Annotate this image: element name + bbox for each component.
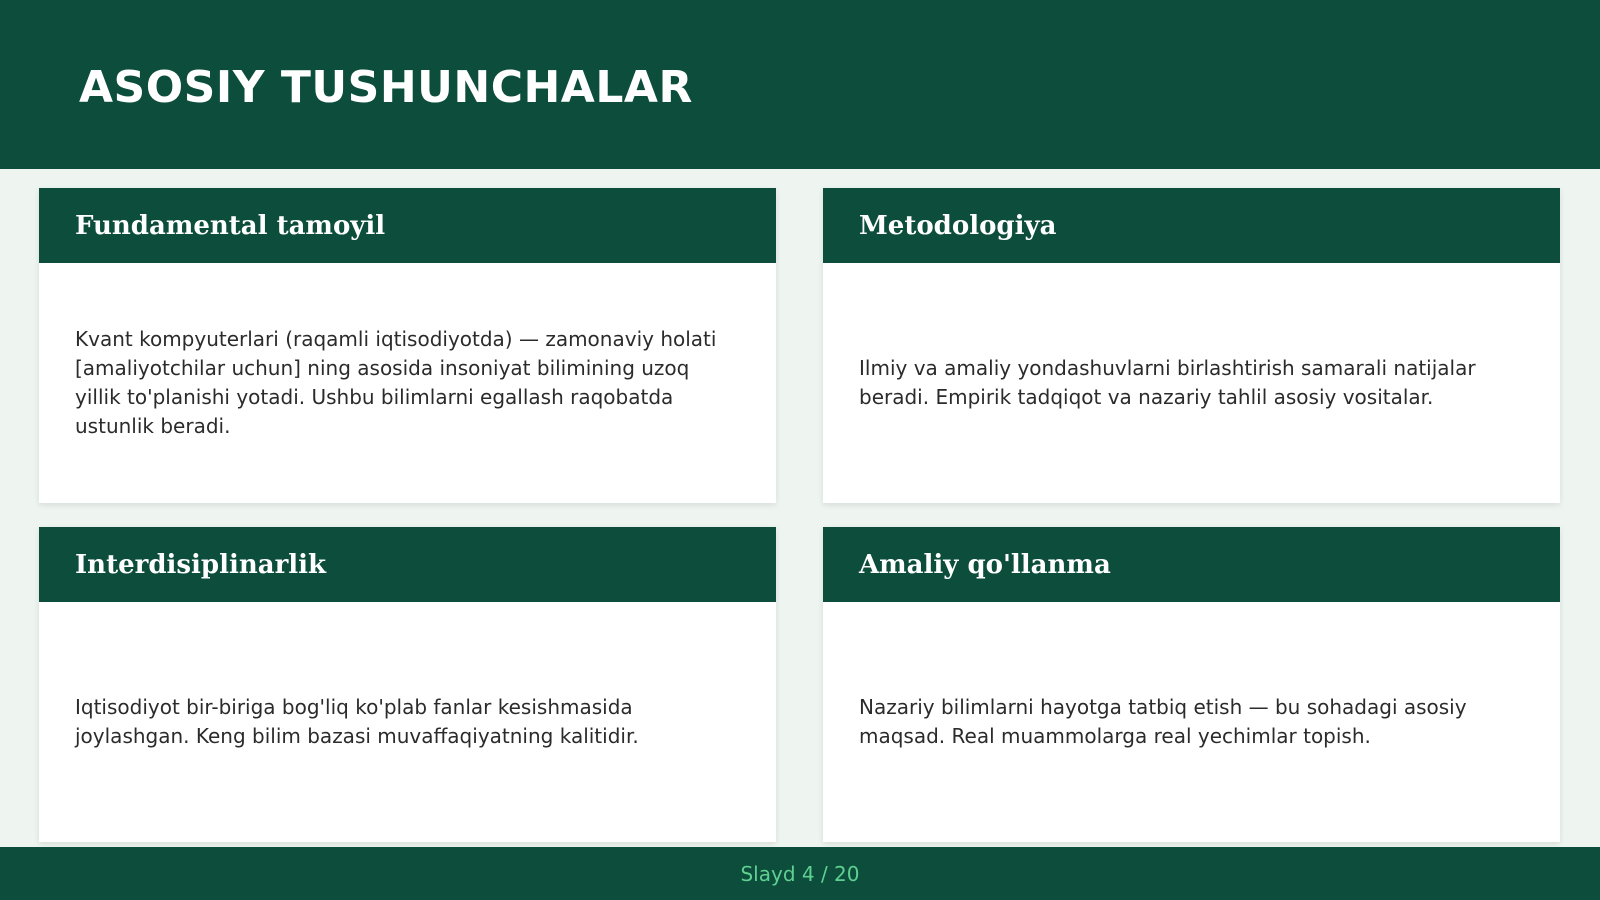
card-body [39,263,776,503]
slide-header [0,0,1600,169]
card-interdisciplinary [39,527,776,842]
card-title: Amaliy qo'llanma [859,549,1111,580]
card-title: Metodologiya [859,210,1057,241]
concept-cards-grid [39,188,1561,842]
card-title: Fundamental tamoyil [75,210,386,241]
card-practical [823,527,1560,842]
card-body [823,602,1560,842]
card-body [39,602,776,842]
card-text: Nazariy bilimlarni hayotga tatbiq etish — bu sohadagi asosiy maqsad. Real muammolarga real yechimlar topish. [859,695,1467,748]
slide-title: ASOSIY TUSHUNCHALAR [79,62,693,113]
card-text: Kvant kompyuterlari (raqamli iqtisodiyotda) — zamonaviy holati [amaliyotchilar uchun] ning asosida insoniyat bilimining uzoq yillik to'planishi yotadi. Ushbu bilimlarni egallash raqobatda ustunlik beradi. [75,327,717,438]
card-text: Ilmiy va amaliy yondashuvlarni birlashtirish samarali natijalar beradi. Empirik tadqiqot va nazariy tahlil asosiy vositalar. [859,356,1476,409]
card-methodology [823,188,1560,503]
card-header [39,527,776,602]
card-fundamental [39,188,776,503]
card-title: Interdisiplinarlik [75,549,327,580]
card-header [39,188,776,263]
card-text: Iqtisodiyot bir-biriga bog'liq ko'plab fanlar kesishmasida joylashgan. Keng bilim bazasi muvaffaqiyatning kalitidir. [75,695,639,748]
slide-counter: Slayd 4 / 20 [740,861,860,886]
card-header [823,188,1560,263]
slide-footer [0,847,1600,900]
card-header [823,527,1560,602]
card-body [823,263,1560,503]
